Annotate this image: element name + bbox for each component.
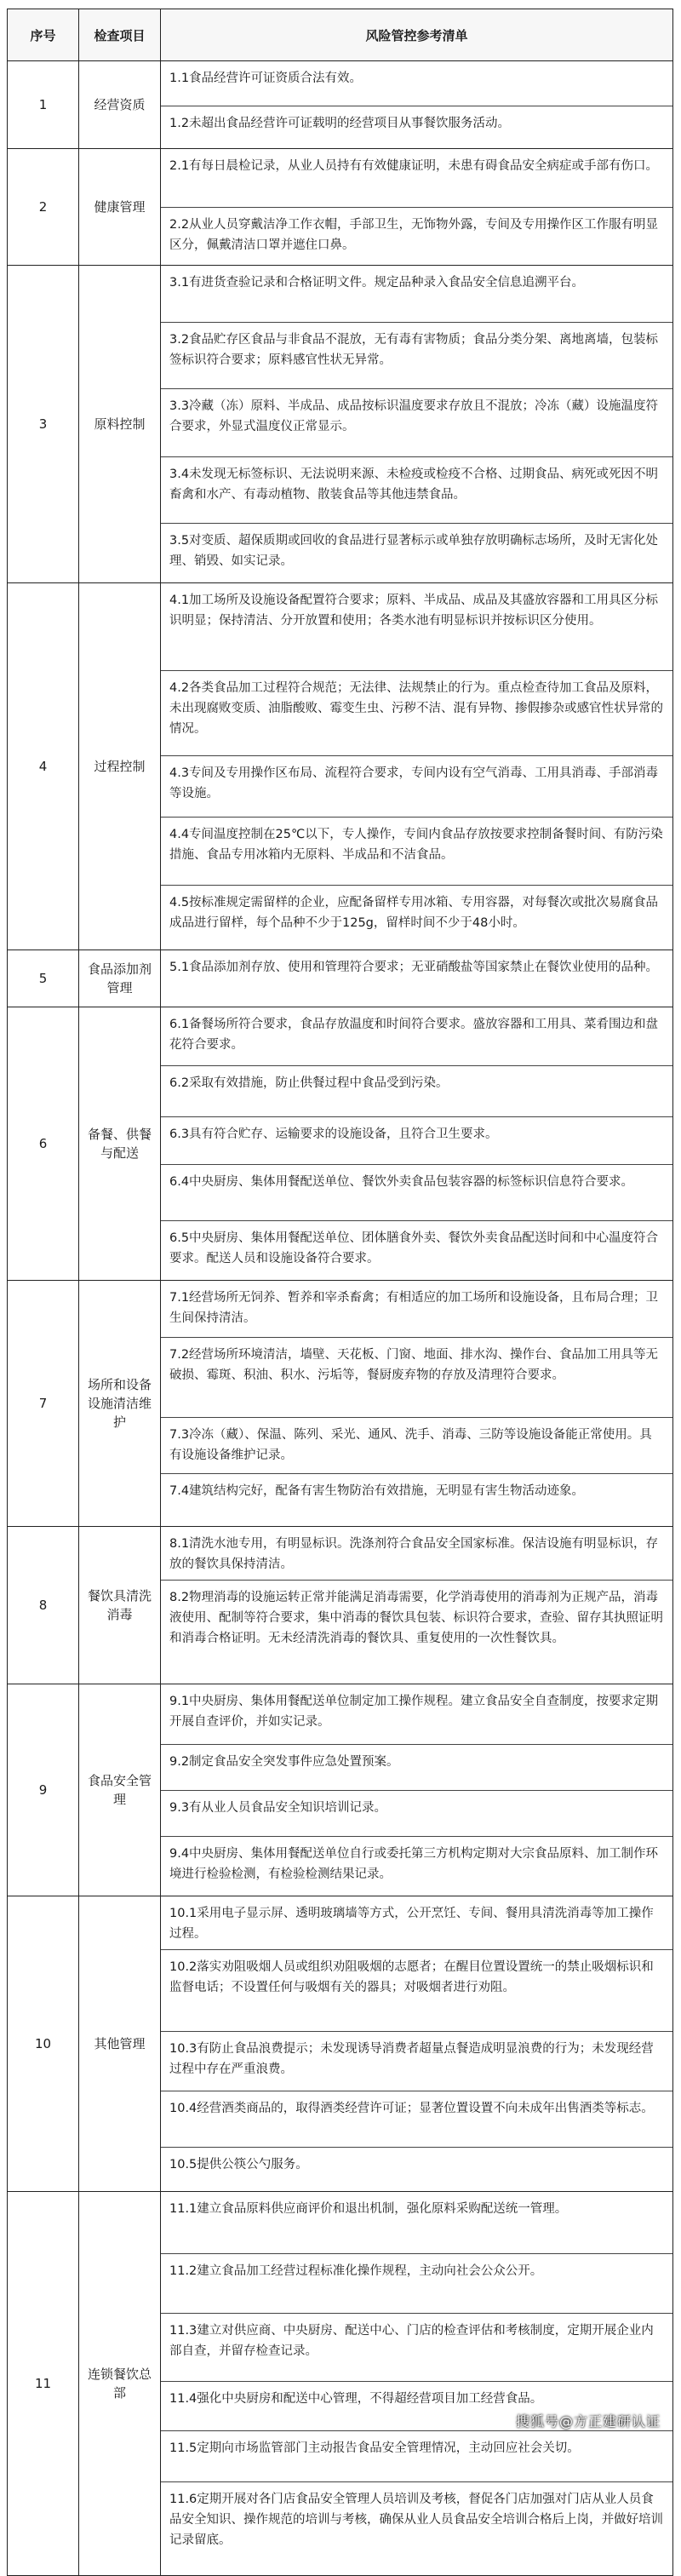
checklist-item: 3.5对变质、超保质期或回收的食品进行显著标示或单独存放明确标志场所，及时无害化处理、销毁、如实记录。 bbox=[161, 523, 672, 582]
checklist-item: 10.1采用电子显示屏、透明玻璃墙等方式，公开烹饪、专间、餐用具清洗消毒等加工操作过程。 bbox=[169, 1907, 654, 1941]
checklist-item: 11.1建立食品原料供应商评价和退出机制，强化原料采购配送统一管理。 bbox=[169, 2202, 568, 2216]
table-row bbox=[8, 950, 673, 1007]
section-items bbox=[161, 61, 673, 149]
checklist-item: 1.2未超出食品经营许可证载明的经营项目从事餐饮服务活动。 bbox=[161, 106, 672, 148]
section-number: 7 bbox=[8, 1281, 79, 1527]
section-category: 过程控制 bbox=[79, 583, 161, 950]
table-row bbox=[8, 266, 673, 583]
checklist-item: 5.1食品添加剂存放、使用和管理符合要求；无亚硝酸盐等国家禁止在餐饮业使用的品种。 bbox=[169, 961, 659, 974]
section-number: 3 bbox=[8, 266, 79, 583]
checklist-item: 11.6定期开展对各门店食品安全管理人员培训及考核，督促各门店加强对门店从业人员食品安全知识、操作规范的培训与考核，确保从业人员食品安全培训合格后上岗，并做好培训记录留底。 bbox=[161, 2481, 672, 2575]
section-category: 原料控制 bbox=[79, 266, 161, 583]
checklist-item: 9.3有从业人员食品安全知识培训记录。 bbox=[161, 1790, 672, 1836]
checklist-item: 2.1有每日晨检记录，从业人员持有有效健康证明，未患有碍食品安全病症或手部有伤口。 bbox=[169, 159, 659, 173]
section-items bbox=[161, 266, 673, 583]
checklist-item: 4.5按标准规定需留样的企业，应配备留样专用冰箱、专用容器，对每餐次或批次易腐食品成品进行留样，每个品种不少于125g，留样时间不少于48小时。 bbox=[161, 885, 672, 950]
section-items bbox=[161, 1527, 673, 1684]
table-header-row bbox=[8, 9, 673, 61]
checklist-item: 11.5定期向市场监管部门主动报告食品安全管理情况，主动回应社会关切。 bbox=[161, 2430, 672, 2481]
checklist-item: 6.4中央厨房、集体用餐配送单位、餐饮外卖食品包装容器的标签标识信息符合要求。 bbox=[161, 1164, 672, 1220]
checklist-item: 6.1备餐场所符合要求，食品存放温度和时间符合要求。盛放容器和工用具、菜肴围边和盘花符合要求。 bbox=[169, 1018, 659, 1052]
section-category: 场所和设备设施清洁维护 bbox=[79, 1281, 161, 1527]
header-item: 检查项目 bbox=[79, 9, 161, 61]
checklist-item: 4.3专间及专用操作区布局、流程符合要求，专间内设有空气消毒、工用具消毒、手部消毒等设施。 bbox=[161, 755, 672, 817]
table-row bbox=[8, 1007, 673, 1281]
section-number: 10 bbox=[8, 1896, 79, 2192]
section-number: 11 bbox=[8, 2192, 79, 2576]
checklist-item: 9.4中央厨房、集体用餐配送单位自行或委托第三方机构定期对大宗食品原料、加工制作环境进行检验检测，有检验检测结果记录。 bbox=[161, 1836, 672, 1896]
checklist-item: 10.2落实劝阻吸烟人员或组织劝阻吸烟的志愿者；在醒目位置设置统一的禁止吸烟标识和监督电话；不设置任何与吸烟有关的器具；对吸烟者进行劝阻。 bbox=[161, 1949, 672, 2031]
checklist-item: 7.4建筑结构完好，配备有害生物防治有效措施，无明显有害生物活动迹象。 bbox=[161, 1473, 672, 1526]
section-items bbox=[161, 1007, 673, 1281]
checklist-item: 4.2各类食品加工过程符合规范；无法律、法规禁止的行为。重点检查待加工食品及原料，未出现腐败变质、油脂酸败、霉变生虫、污秽不洁、混有异物、掺假掺杂或感官性状异常的情况。 bbox=[161, 670, 672, 755]
watermark: 搜狐号@方正建研认证 bbox=[515, 2413, 661, 2430]
checklist-item: 8.1清洗水池专用，有明显标识。洗涤剂符合食品安全国家标准。保洁设施有明显标识，存放的餐饮具保持清洁。 bbox=[169, 1537, 659, 1571]
section-items bbox=[161, 1896, 673, 2192]
checklist-item: 10.4经营酒类商品的，取得酒类经营许可证；显著位置设置不向未成年出售酒类等标志。 bbox=[161, 2091, 672, 2147]
checklist-item: 4.1加工场所及设施设备配置符合要求；原料、半成品、成品及其盛放容器和工用具区分标识明显；保持清洁、分开放置和使用；各类水池有明显标识并按标识区分使用。 bbox=[169, 594, 659, 628]
checklist-item: 3.4未发现无标签标识、无法说明来源、未检疫或检疫不合格、过期食品、病死或死因不明畜禽和水产、有毒动植物、散装食品等其他违禁食品。 bbox=[161, 456, 672, 523]
header-index: 序号 bbox=[8, 9, 79, 61]
header-list: 风险管控参考清单 bbox=[161, 9, 673, 61]
table-row bbox=[8, 1281, 673, 1527]
section-items bbox=[161, 583, 673, 950]
section-items bbox=[161, 149, 673, 266]
section-category: 连锁餐饮总部 bbox=[79, 2192, 161, 2576]
table-row bbox=[8, 2192, 673, 2576]
checklist-item: 9.2制定食品安全突发事件应急处置预案。 bbox=[161, 1744, 672, 1790]
section-category: 食品安全管理 bbox=[79, 1684, 161, 1896]
checklist-item: 10.3有防止食品浪费提示；未发现诱导消费者超量点餐造成明显浪费的行为；未发现经营过程中存在严重浪费。 bbox=[161, 2031, 672, 2091]
checklist-item: 4.4专间温度控制在25℃以下，专人操作，专间内食品存放按要求控制备餐时间、有防污染措施、食品专用冰箱内无原料、半成品和不洁食品。 bbox=[161, 817, 672, 885]
checklist-item: 3.3冷藏（冻）原料、半成品、成品按标识温度要求存放且不混放；冷冻（藏）设施温度符合要求，外显式温度仪正常显示。 bbox=[161, 388, 672, 456]
section-items bbox=[161, 1684, 673, 1896]
section-number: 9 bbox=[8, 1684, 79, 1896]
section-number: 6 bbox=[8, 1007, 79, 1281]
section-items bbox=[161, 950, 673, 1007]
checklist-item: 10.5提供公筷公勺服务。 bbox=[161, 2147, 672, 2191]
checklist-item: 7.1经营场所无饲养、暂养和宰杀畜禽；有相适应的加工场所和设施设备，且布局合理；卫生间保持清洁。 bbox=[169, 1291, 659, 1325]
checklist-item: 9.1中央厨房、集体用餐配送单位制定加工操作规程。建立食品安全自查制度，按要求定期开展自查评价，并如实记录。 bbox=[169, 1695, 659, 1729]
table-row bbox=[8, 61, 673, 149]
checklist-item: 6.2采取有效措施，防止供餐过程中食品受到污染。 bbox=[161, 1065, 672, 1116]
section-items bbox=[161, 1281, 673, 1527]
checklist-item: 11.4强化中央厨房和配送中心管理，不得超经营项目加工经营食品。 bbox=[161, 2381, 672, 2430]
section-category: 餐饮具清洗消毒 bbox=[79, 1527, 161, 1684]
checklist-item: 6.3具有符合贮存、运输要求的设施设备，且符合卫生要求。 bbox=[161, 1116, 672, 1164]
checklist-item: 7.2经营场所环境清洁，墙壁、天花板、门窗、地面、排水沟、操作台、食品加工用具等无破损、霉斑、积油、积水、污垢等，餐厨废弃物的存放及清理符合要求。 bbox=[161, 1337, 672, 1417]
table-row bbox=[8, 149, 673, 266]
checklist-item: 2.2从业人员穿戴洁净工作衣帽，手部卫生，无饰物外露，专间及专用操作区工作服有明显区分，佩戴清洁口罩并遮住口鼻。 bbox=[161, 207, 672, 265]
checklist-item: 3.2食品贮存区食品与非食品不混放，无有毒有害物质；食品分类分架、离地离墙，包装标签标识符合要求；原料感官性状无异常。 bbox=[161, 322, 672, 388]
section-number: 8 bbox=[8, 1527, 79, 1684]
section-items bbox=[161, 2192, 673, 2576]
checklist-item: 1.1食品经营许可证资质合法有效。 bbox=[169, 72, 363, 85]
section-number: 5 bbox=[8, 950, 79, 1007]
section-category: 备餐、供餐与配送 bbox=[79, 1007, 161, 1281]
checklist-item: 6.5中央厨房、集体用餐配送单位、团体膳食外卖、餐饮外卖食品配送时间和中心温度符合要求。配送人员和设施设备符合要求。 bbox=[161, 1220, 672, 1280]
table-row bbox=[8, 1527, 673, 1684]
checklist-item: 7.3冷冻（藏）、保温、陈列、采光、通风、洗手、消毒、三防等设施设备能正常使用。具有设施设备维护记录。 bbox=[161, 1417, 672, 1473]
section-category: 其他管理 bbox=[79, 1896, 161, 2192]
section-category: 健康管理 bbox=[79, 149, 161, 266]
checklist-item: 11.2建立食品加工经营过程标准化操作规程，主动向社会公众公开。 bbox=[161, 2253, 672, 2313]
table-row bbox=[8, 583, 673, 950]
checklist-item: 8.2物理消毒的设施运转正常并能满足消毒需要，化学消毒使用的消毒剂为正规产品，消毒液使用、配制等符合要求，集中消毒的餐饮具包装、标识符合要求，查验、留存其执照证明和消毒合格证明。无未经清洗消毒的餐饮具、重复使用的一次性餐饮具。 bbox=[161, 1580, 672, 1684]
table-body bbox=[8, 61, 673, 2576]
section-number: 4 bbox=[8, 583, 79, 950]
table-row bbox=[8, 1684, 673, 1896]
risk-control-table bbox=[7, 9, 673, 2576]
table-row bbox=[8, 1896, 673, 2192]
checklist-item: 11.3建立对供应商、中央厨房、配送中心、门店的检查评估和考核制度，定期开展企业内部自查，并留存检查记录。 bbox=[161, 2313, 672, 2381]
section-number: 2 bbox=[8, 149, 79, 266]
section-number: 1 bbox=[8, 61, 79, 149]
section-category: 食品添加剂管理 bbox=[79, 950, 161, 1007]
section-category: 经营资质 bbox=[79, 61, 161, 149]
checklist-item: 3.1有进货查验记录和合格证明文件。规定品种录入食品安全信息追溯平台。 bbox=[169, 276, 585, 290]
